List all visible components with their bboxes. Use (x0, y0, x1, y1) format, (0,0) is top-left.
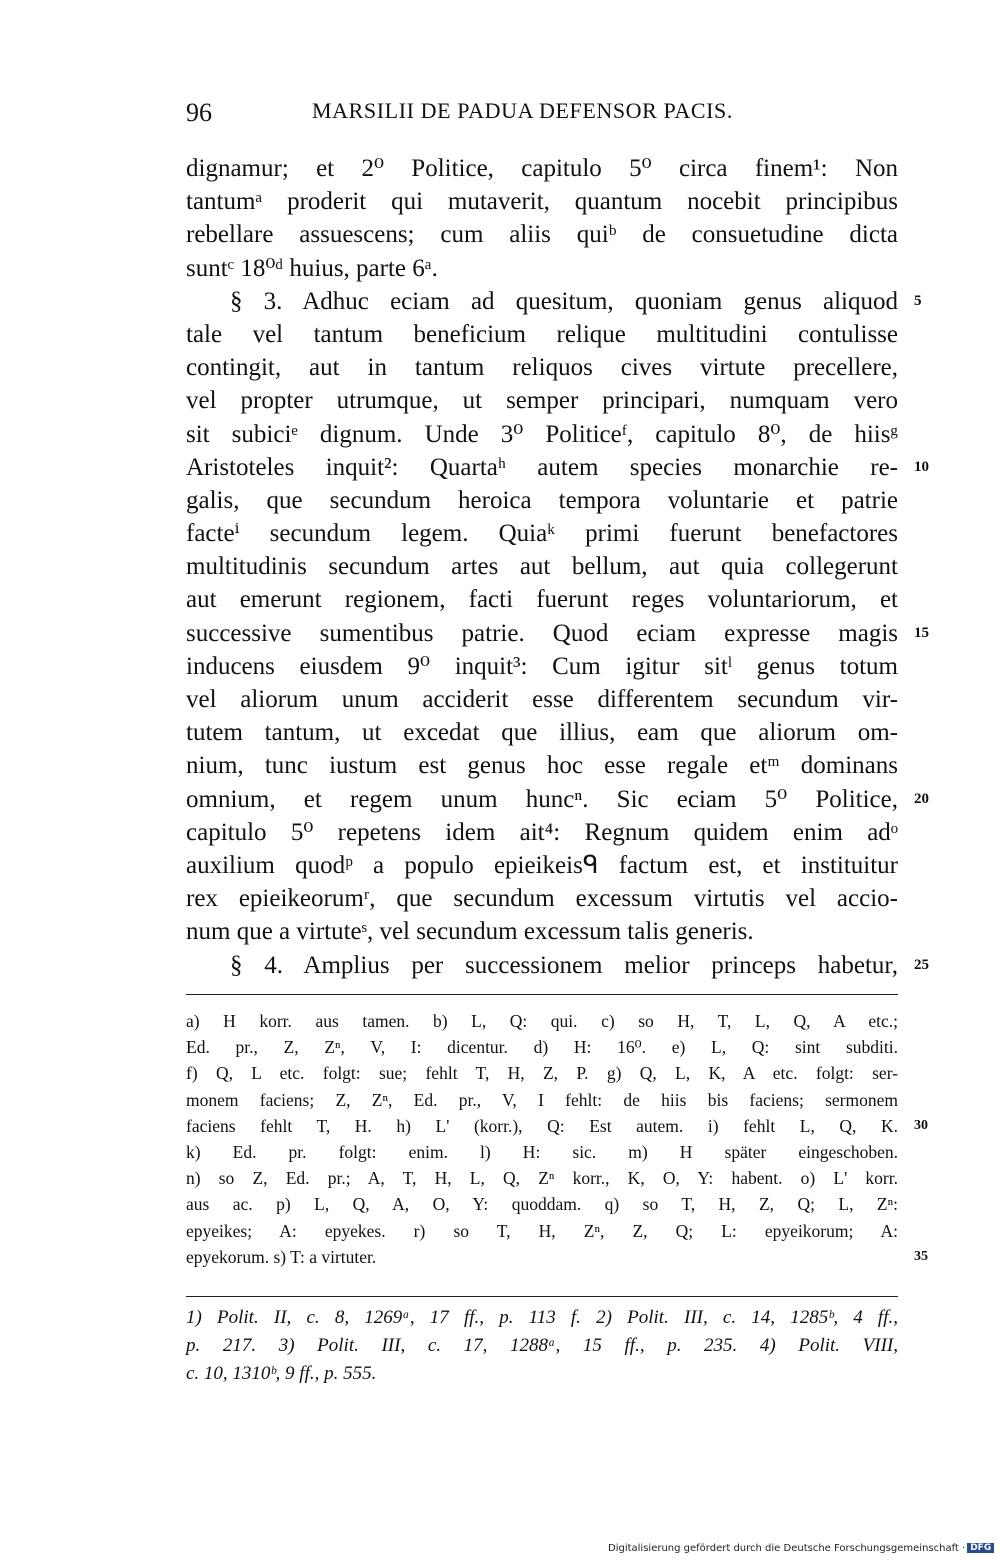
line-number: 25 (914, 956, 929, 973)
text-line-content: multitudinis secundum artes aut bellum, aut quia collegerunt (186, 553, 898, 581)
text-line-content: omnium, et regem unum huncⁿ. Sic eciam 5⁰ Politice, (186, 785, 898, 813)
running-head: MARSILII DE PADUA DEFENSOR PACIS. (312, 98, 733, 123)
text-line-content: galis, que secundum heroica tempora voluntarie et patrie (186, 486, 898, 514)
sources-divider (186, 1296, 898, 1297)
main-text (186, 152, 929, 982)
apparatus-line-content: a) H korr. aus tamen. b) L, Q: qui. c) so H, T, L, Q, A etc.; (186, 1011, 898, 1031)
source-line (186, 1332, 898, 1360)
text-line (186, 882, 898, 915)
text-line (186, 583, 898, 616)
text-line (186, 152, 898, 185)
text-line (186, 816, 898, 849)
line-number: 10 (914, 458, 929, 475)
dfg-logo: DFG (967, 1543, 994, 1553)
text-line-content: tantumᵃ proderit qui mutaverit, quantum nocebit principibus (186, 188, 898, 216)
text-line-content: contingit, aut in tantum reliquos cives virtute precellere, (186, 354, 898, 382)
apparatus-line (186, 1087, 898, 1113)
apparatus-line-content: n) so Z, Ed. pr.; A, T, H, L, Q, Zⁿ korr., K, O, Y: habent. o) L' korr. (186, 1168, 898, 1189)
source-line-content: 1) Polit. II, c. 8, 1269ᵃ, 17 ff., p. 113 f. 2) Polit. III, c. 14, 1285ᵇ, 4 ff., (186, 1307, 898, 1328)
apparatus-line (186, 1165, 898, 1191)
text-line-content: inducens eiusdem 9⁰ inquit³: Cum igitur sitˡ genus totum (186, 652, 898, 680)
text-line (186, 484, 898, 517)
apparatus-line (186, 1244, 928, 1270)
digitization-credit (608, 1543, 994, 1554)
apparatus-line-content: monem faciens; Z, Zⁿ, Ed. pr., V, I fehlt: de hiis bis faciens; sermonem (186, 1089, 898, 1110)
text-line (186, 351, 898, 384)
text-line-content: nium, tunc iustum est genus hoc esse regale etᵐ dominans (186, 752, 898, 780)
source-line-content: c. 10, 1310ᵇ, 9 ff., p. 555. (186, 1363, 377, 1384)
source-line (186, 1304, 898, 1332)
text-line-content: rebellare assuescens; cum aliis quiᵇ de consuetudine dicta (186, 221, 898, 249)
source-line-content: p. 217. 3) Polit. III, c. 17, 1288ᵃ, 15 ff., p. 235. 4) Polit. VIII, (186, 1335, 898, 1356)
source-line (186, 1360, 898, 1388)
line-number: 15 (914, 624, 929, 641)
page-header (186, 98, 898, 138)
text-line (186, 650, 898, 683)
text-line (186, 418, 898, 451)
line-number: 5 (914, 292, 922, 309)
line-number: 20 (914, 790, 929, 807)
text-line (186, 185, 898, 218)
text-line-content: Aristoteles inquit²: Quartaʰ autem species monarchie re- (186, 453, 898, 481)
apparatus-line-content: epyeikes; A: epyekes. r) so T, H, Zⁿ, Z, Q; L: epyeikorum; A: (186, 1220, 898, 1241)
text-line-content: § 4. Amplius per successionem melior princeps habetur, (230, 951, 898, 979)
text-line (186, 550, 898, 583)
text-line-content: tutem tantum, ut excedat que illius, eam que aliorum om- (186, 719, 898, 747)
text-line-content: § 3. Adhuc eciam ad quesitum, quoniam genus aliquod (230, 287, 898, 315)
apparatus-line (186, 1060, 898, 1086)
text-line (186, 949, 929, 982)
text-line-content: facteⁱ secundum legem. Quiaᵏ primi fuerunt benefactores (186, 520, 898, 548)
text-line-content: rex epieikeorumʳ, que secundum excessum virtutis vel accio- (186, 885, 898, 913)
text-line-content: sit subiciᵉ dignum. Unde 3⁰ Politiceᶠ, capitulo 8⁰, de hiisᵍ (186, 420, 898, 448)
text-line-content: num que a virtuteˢ, vel secundum excessum talis generis. (186, 918, 754, 946)
text-line (186, 716, 898, 749)
text-line-content: suntᶜ 18⁰ᵈ huius, parte 6ᵃ. (186, 254, 438, 282)
text-line (186, 783, 929, 816)
text-line (186, 285, 922, 318)
text-line-content: capitulo 5⁰ repetens idem ait⁴: Regnum quidem enim adᵒ (186, 818, 898, 846)
text-line (186, 517, 898, 550)
text-line (186, 617, 929, 650)
text-line (186, 849, 898, 882)
text-line-content: tale vel tantum beneficium relique multitudini contulisse (186, 320, 898, 348)
apparatus-line-content: epyekorum. s) T: a virtuter. (186, 1246, 377, 1267)
text-line-content: auxilium quodᵖ a populo epieikeisᑫ factum est, et instituitur (186, 851, 898, 879)
text-line (186, 384, 898, 417)
apparatus-line (186, 1218, 898, 1244)
line-number: 30 (914, 1117, 928, 1133)
text-line (186, 318, 898, 351)
text-line-content: aut emerunt regionem, facti fuerunt reges voluntariorum, et (186, 586, 898, 614)
credit-text: Digitalisierung gefördert durch die Deutsche Forschungsgemeinschaft · (608, 1543, 966, 1554)
apparatus-line (186, 1139, 898, 1165)
apparatus-line (186, 1191, 898, 1217)
source-notes (186, 1304, 898, 1388)
text-line (186, 218, 898, 251)
text-line (186, 451, 929, 484)
text-line (186, 683, 898, 716)
text-line-content: successive sumentibus patrie. Quod eciam expresse magis (186, 619, 898, 647)
apparatus-line-content: aus ac. p) L, Q, A, O, Y: quoddam. q) so T, H, Z, Q; L, Zⁿ: (186, 1194, 898, 1215)
apparatus-line-content: f) Q, L etc. folgt: sue; fehlt T, H, Z, P. g) Q, L, K, A etc. folgt: ser- (186, 1063, 898, 1084)
text-line-content: vel propter utrumque, ut semper principari, numquam vero (186, 387, 898, 415)
apparatus-line-content: Ed. pr., Z, Zⁿ, V, I: dicentur. d) H: 16⁰. e) L, Q: sint subditi. (186, 1037, 898, 1058)
text-line (186, 915, 898, 948)
text-line-content: dignamur; et 2⁰ Politice, capitulo 5⁰ circa finem¹: Non (186, 155, 898, 182)
text-line (186, 749, 898, 782)
apparatus-line-content: faciens fehlt T, H. h) L' (korr.), Q: Est autem. i) fehlt L, Q, K. (186, 1115, 898, 1136)
line-number: 35 (914, 1248, 928, 1264)
apparatus-line (186, 1113, 928, 1139)
apparatus-divider (186, 994, 898, 995)
apparatus-line-content: k) Ed. pr. folgt: enim. l) H: sic. m) H später eingeschoben. (186, 1141, 898, 1162)
critical-apparatus (186, 1008, 928, 1270)
apparatus-line (186, 1034, 898, 1060)
apparatus-line (186, 1008, 898, 1034)
text-line (186, 252, 898, 285)
page-number: 96 (186, 98, 212, 127)
text-line-content: vel aliorum unum acciderit esse differentem secundum vir- (186, 686, 898, 713)
